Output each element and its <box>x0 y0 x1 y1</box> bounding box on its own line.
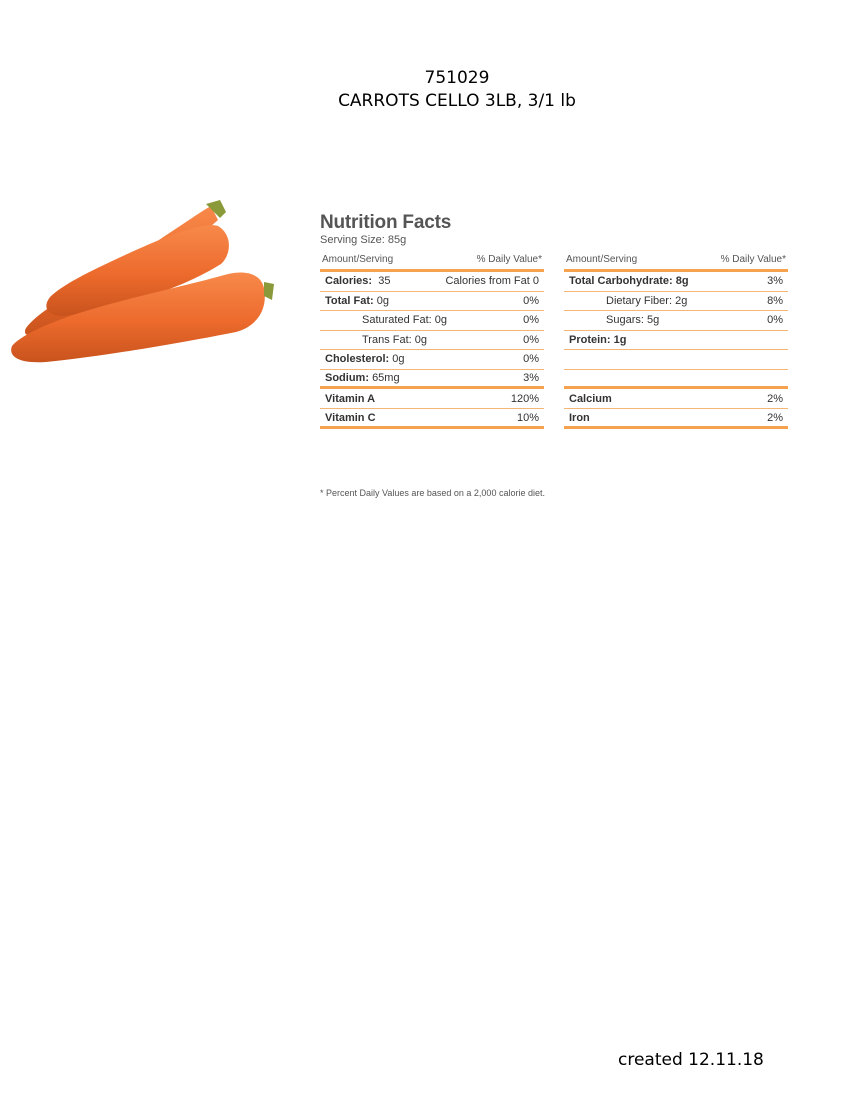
nutrient-amount: 1g <box>613 333 627 346</box>
nutrient-label: Total Fat: <box>325 294 374 307</box>
serving-size: Serving Size: 85g <box>320 234 407 246</box>
mineral-label: Calcium <box>569 392 612 405</box>
nutrient-label: Sugars: <box>606 314 644 327</box>
daily-value-footnote: * Percent Daily Values are based on a 2,000 calorie diet. <box>320 488 545 498</box>
nutrient-amount: 65mg <box>372 371 400 384</box>
nutrient-row-cholesterol <box>320 350 544 370</box>
nutrient-label: Total Carbohydrate: <box>569 275 673 288</box>
nutrient-amount: 0g <box>434 314 448 327</box>
nutrient-label: Dietary Fiber: <box>606 294 673 307</box>
mineral-row-iron <box>564 409 788 429</box>
empty-row <box>564 370 788 390</box>
nutrient-row-saturated-fat <box>320 311 544 331</box>
vitamin-dv: 10% <box>516 411 539 424</box>
mineral-dv: 2% <box>767 411 783 424</box>
vitamin-row-c <box>320 409 544 429</box>
amount-serving-label: Amount/Serving <box>566 254 638 265</box>
nutrient-amount: 0g <box>376 294 389 307</box>
carrot-image <box>6 196 284 374</box>
nutrition-left-column <box>320 254 544 429</box>
vitamin-dv: 120% <box>510 392 539 405</box>
nutrient-dv: 3% <box>767 275 783 288</box>
nutrient-label: Saturated Fat: <box>362 314 432 327</box>
product-code: 751029 <box>424 68 490 88</box>
calories-row <box>320 272 544 292</box>
nutrient-amount: 8g <box>675 275 689 288</box>
nutrient-row-total-carbohydrate <box>564 272 788 292</box>
nutrient-dv: 0% <box>523 353 539 366</box>
nutrient-dv: 0% <box>523 294 539 307</box>
daily-value-label: % Daily Value* <box>720 254 786 265</box>
amount-serving-label: Amount/Serving <box>322 254 394 265</box>
column-header <box>564 254 788 269</box>
nutrition-right-column <box>564 254 788 429</box>
nutrient-amount: 0g <box>392 353 405 366</box>
nutrient-label: Cholesterol: <box>325 353 390 366</box>
vitamin-row-a <box>320 389 544 409</box>
nutrient-label: Trans Fat: <box>362 333 412 346</box>
nutrient-dv: 0% <box>767 314 783 327</box>
nutrient-label: Sodium: <box>325 371 369 384</box>
calories-from-fat: Calories from Fat 0 <box>445 275 539 288</box>
nutrient-label: Protein: <box>569 333 611 346</box>
mineral-dv: 2% <box>767 392 783 405</box>
calories-value: 35 <box>378 275 391 288</box>
nutrient-dv: 8% <box>767 294 783 307</box>
nutrient-row-trans-fat <box>320 331 544 351</box>
nutrient-dv: 0% <box>523 333 539 346</box>
nutrition-facts-panel <box>320 212 790 498</box>
product-name: CARROTS CELLO 3LB, 3/1 lb <box>338 91 576 111</box>
vitamin-label: Vitamin C <box>325 411 376 424</box>
mineral-label: Iron <box>569 411 590 424</box>
nutrition-title: Nutrition Facts <box>320 212 452 233</box>
nutrient-row-sodium <box>320 370 544 390</box>
product-header <box>0 67 850 113</box>
nutrient-row-total-fat <box>320 292 544 312</box>
nutrient-dv: 3% <box>523 371 539 384</box>
nutrient-row-sugars <box>564 311 788 331</box>
nutrient-row-protein <box>564 331 788 351</box>
daily-value-label: % Daily Value* <box>476 254 542 265</box>
nutrient-amount: 5g <box>646 314 660 327</box>
mineral-row-calcium <box>564 389 788 409</box>
column-header <box>320 254 544 269</box>
nutrient-dv: 0% <box>523 314 539 327</box>
calories-label: Calories: <box>325 275 373 288</box>
created-date: created 12.11.18 <box>618 1050 764 1070</box>
vitamin-label: Vitamin A <box>325 392 376 405</box>
empty-row <box>564 350 788 370</box>
nutrient-row-dietary-fiber <box>564 292 788 312</box>
nutrient-amount: 2g <box>675 294 688 307</box>
nutrient-amount: 0g <box>414 333 428 346</box>
